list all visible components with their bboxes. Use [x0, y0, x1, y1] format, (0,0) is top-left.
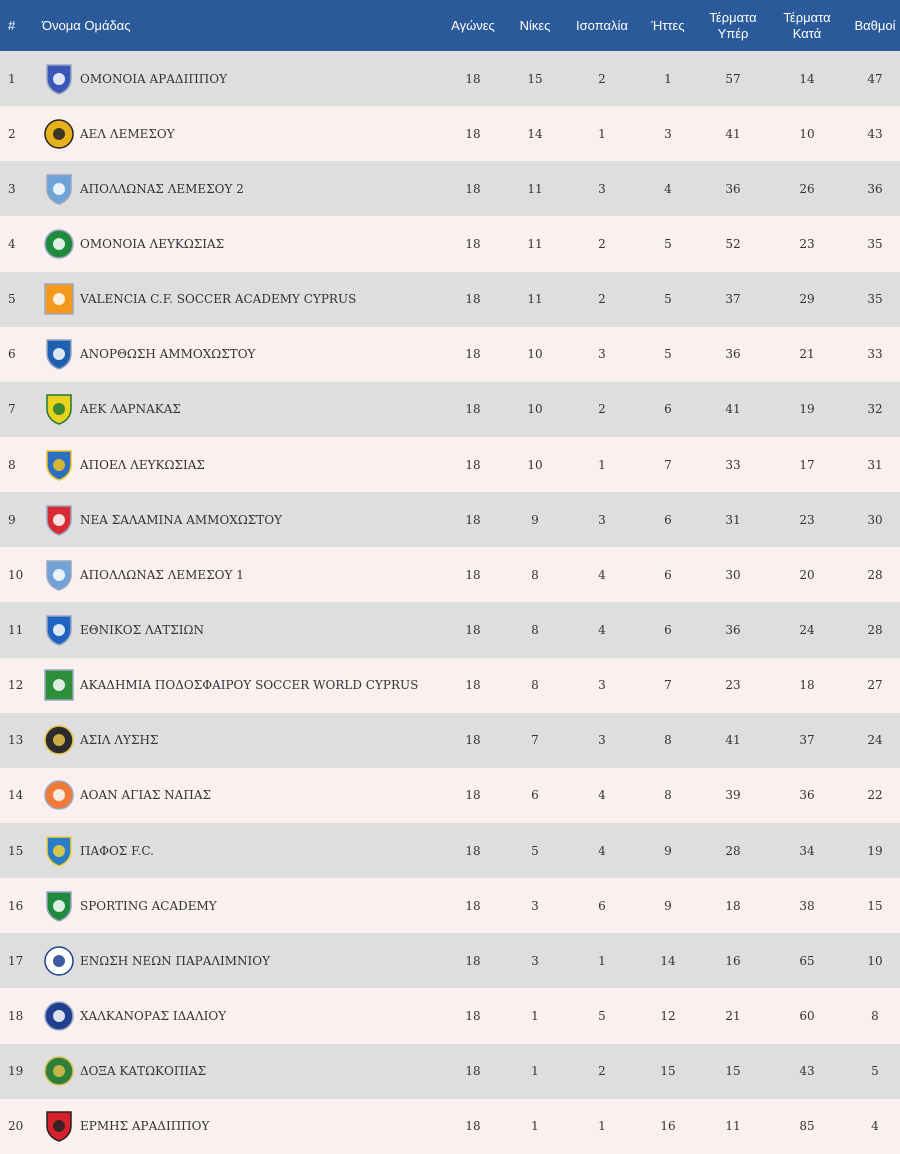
cell-wins: 1 [531, 1064, 539, 1079]
table-row[interactable] [0, 658, 900, 713]
cell-goals-against: 34 [799, 843, 815, 858]
cell-team-name[interactable]: SPORTING ACADEMY [80, 898, 217, 913]
table-row[interactable] [0, 823, 900, 878]
cell-draws: 1 [598, 1119, 606, 1134]
cell-team-name[interactable]: ΑΠΟΛΛΩΝΑΣ ΛΕΜΕΣΟΥ 2 [80, 181, 244, 196]
cell-wins: 8 [531, 622, 539, 637]
team-crest-icon [40, 823, 78, 878]
cell-losses: 4 [664, 181, 672, 196]
table-row[interactable] [0, 988, 900, 1043]
cell-goals-for: 31 [725, 512, 741, 527]
cell-team-name[interactable]: ΑΠΟΛΛΩΝΑΣ ΛΕΜΕΣΟΥ 1 [80, 567, 244, 582]
cell-wins: 8 [531, 567, 539, 582]
cell-played: 18 [465, 512, 481, 527]
table-row[interactable] [0, 1044, 900, 1099]
header-position: # [8, 17, 16, 33]
cell-position: 9 [8, 512, 16, 527]
cell-points: 4 [871, 1119, 879, 1134]
cell-position: 16 [8, 898, 24, 913]
table-row[interactable] [0, 437, 900, 492]
cell-team-name[interactable]: ΠΑΦΟΣ F.C. [80, 843, 154, 858]
cell-goals-for: 21 [725, 1008, 741, 1023]
cell-goals-for: 30 [725, 567, 741, 582]
table-row[interactable] [0, 713, 900, 768]
cell-position: 3 [8, 181, 16, 196]
cell-team-name[interactable]: ΑΟΑΝ ΑΓΙΑΣ ΝΑΠΑΣ [80, 788, 211, 803]
header-goals-against-line1: Τέρματα [783, 9, 831, 25]
cell-goals-against: 60 [799, 1008, 815, 1023]
cell-draws: 2 [598, 71, 606, 86]
cell-team-name[interactable]: ΑΣΙΛ ΛΥΣΗΣ [80, 733, 159, 748]
header-draws: Ισοπαλία [576, 17, 628, 33]
team-crest-icon [40, 272, 78, 327]
cell-losses: 5 [664, 236, 672, 251]
cell-team-name[interactable]: ΧΑΛΚΑΝΟΡΑΣ ΙΔΑΛΙΟΥ [80, 1008, 227, 1023]
cell-wins: 11 [527, 292, 543, 307]
cell-team-name[interactable]: ΕΝΩΣΗ ΝΕΩΝ ΠΑΡΑΛΙΜΝΙΟΥ [80, 953, 271, 968]
cell-draws: 4 [598, 567, 606, 582]
cell-team-name[interactable]: ΑΝΟΡΘΩΣΗ ΑΜΜΟΧΩΣΤΟΥ [80, 347, 256, 362]
cell-draws: 1 [598, 126, 606, 141]
cell-draws: 3 [598, 181, 606, 196]
cell-losses: 8 [664, 788, 672, 803]
cell-position: 13 [8, 733, 24, 748]
cell-wins: 7 [531, 733, 539, 748]
cell-wins: 14 [527, 126, 543, 141]
cell-draws: 5 [598, 1008, 606, 1023]
header-points: Βαθμοί [854, 17, 896, 33]
header-goals-against-line2: Κατά [792, 25, 822, 41]
cell-played: 18 [465, 567, 481, 582]
cell-losses: 6 [664, 622, 672, 637]
cell-team-name[interactable]: ΝΕΑ ΣΑΛΑΜΙΝΑ ΑΜΜΟΧΩΣΤΟΥ [80, 512, 283, 527]
cell-goals-against: 24 [799, 622, 815, 637]
cell-position: 15 [8, 843, 24, 858]
cell-played: 18 [465, 457, 481, 472]
cell-points: 33 [867, 347, 883, 362]
team-crest-icon [40, 713, 78, 768]
cell-goals-for: 41 [725, 126, 741, 141]
cell-position: 7 [8, 402, 16, 417]
cell-goals-against: 21 [799, 347, 815, 362]
cell-team-name[interactable]: ΕΡΜΗΣ ΑΡΑΔΙΠΠΟΥ [80, 1119, 210, 1134]
cell-goals-against: 43 [799, 1064, 815, 1079]
cell-points: 15 [867, 898, 883, 913]
cell-draws: 3 [598, 678, 606, 693]
cell-goals-for: 11 [725, 1119, 741, 1134]
cell-position: 20 [8, 1119, 24, 1134]
cell-points: 19 [867, 843, 883, 858]
table-row[interactable] [0, 768, 900, 823]
cell-losses: 9 [664, 843, 672, 858]
cell-points: 30 [867, 512, 883, 527]
cell-losses: 16 [660, 1119, 676, 1134]
cell-wins: 5 [531, 843, 539, 858]
cell-position: 17 [8, 953, 24, 968]
cell-position: 5 [8, 292, 16, 307]
cell-goals-for: 36 [725, 181, 741, 196]
cell-goals-for: 23 [725, 678, 741, 693]
table-row[interactable] [0, 327, 900, 382]
cell-position: 14 [8, 788, 24, 803]
table-row[interactable] [0, 51, 900, 106]
team-crest-icon [40, 51, 78, 106]
cell-played: 18 [465, 898, 481, 913]
cell-played: 18 [465, 1119, 481, 1134]
cell-goals-for: 36 [725, 622, 741, 637]
cell-draws: 2 [598, 292, 606, 307]
cell-losses: 9 [664, 898, 672, 913]
cell-team-name[interactable]: ΑΚΑΔΗΜΙΑ ΠΟΔΟΣΦΑΙΡΟΥ SOCCER WORLD CYPRUS [80, 678, 419, 693]
cell-draws: 1 [598, 953, 606, 968]
table-body [0, 51, 900, 1154]
team-crest-icon [40, 988, 78, 1043]
cell-played: 18 [465, 733, 481, 748]
cell-losses: 15 [660, 1064, 676, 1079]
cell-position: 18 [8, 1008, 24, 1023]
cell-goals-against: 17 [799, 457, 815, 472]
cell-played: 18 [465, 236, 481, 251]
cell-wins: 11 [527, 181, 543, 196]
cell-goals-against: 23 [799, 236, 815, 251]
cell-goals-for: 57 [725, 71, 741, 86]
cell-goals-against: 14 [799, 71, 815, 86]
header-losses: Ήττες [651, 17, 685, 33]
cell-played: 18 [465, 843, 481, 858]
cell-points: 10 [867, 953, 883, 968]
table-header [0, 0, 900, 51]
cell-goals-for: 36 [725, 347, 741, 362]
cell-team-name[interactable]: ΟΜΟΝΟΙΑ ΑΡΑΔΙΠΠΟΥ [80, 71, 228, 86]
cell-goals-against: 85 [799, 1119, 815, 1134]
cell-position: 12 [8, 678, 24, 693]
table-row[interactable] [0, 216, 900, 271]
cell-wins: 11 [527, 236, 543, 251]
cell-position: 19 [8, 1064, 24, 1079]
cell-points: 47 [867, 71, 883, 86]
cell-wins: 10 [527, 457, 543, 472]
team-crest-icon [40, 216, 78, 271]
cell-goals-against: 38 [799, 898, 815, 913]
cell-points: 35 [867, 236, 883, 251]
cell-goals-against: 29 [799, 292, 815, 307]
team-crest-icon [40, 1099, 78, 1154]
header-played: Αγώνες [451, 17, 495, 33]
cell-points: 32 [867, 402, 883, 417]
cell-wins: 9 [531, 512, 539, 527]
cell-points: 5 [871, 1064, 879, 1079]
cell-goals-against: 37 [799, 733, 815, 748]
cell-played: 18 [465, 678, 481, 693]
cell-draws: 6 [598, 898, 606, 913]
cell-team-name[interactable]: ΑΕΚ ΛΑΡΝΑΚΑΣ [80, 402, 181, 417]
table-row[interactable] [0, 492, 900, 547]
cell-goals-for: 39 [725, 788, 741, 803]
cell-goals-against: 20 [799, 567, 815, 582]
cell-draws: 2 [598, 1064, 606, 1079]
cell-wins: 1 [531, 1119, 539, 1134]
team-crest-icon [40, 1044, 78, 1099]
cell-played: 18 [465, 1064, 481, 1079]
cell-draws: 4 [598, 622, 606, 637]
header-goals-for [700, 0, 766, 51]
team-crest-icon [40, 933, 78, 988]
cell-points: 36 [867, 181, 883, 196]
cell-goals-for: 33 [725, 457, 741, 472]
table-row[interactable] [0, 602, 900, 657]
cell-goals-for: 16 [725, 953, 741, 968]
cell-played: 18 [465, 126, 481, 141]
cell-goals-against: 65 [799, 953, 815, 968]
cell-points: 22 [867, 788, 883, 803]
cell-position: 11 [8, 622, 24, 637]
team-crest-icon [40, 768, 78, 823]
cell-position: 4 [8, 236, 16, 251]
cell-team-name[interactable]: VALENCIA C.F. SOCCER ACADEMY CYPRUS [80, 292, 357, 307]
cell-draws: 3 [598, 733, 606, 748]
cell-wins: 3 [531, 898, 539, 913]
cell-position: 10 [8, 567, 24, 582]
cell-points: 27 [867, 678, 883, 693]
cell-draws: 3 [598, 347, 606, 362]
cell-goals-against: 26 [799, 181, 815, 196]
cell-losses: 6 [664, 402, 672, 417]
cell-wins: 8 [531, 678, 539, 693]
cell-played: 18 [465, 347, 481, 362]
table-row[interactable] [0, 106, 900, 161]
header-goals-for-line2: Υπέρ [717, 25, 749, 41]
cell-wins: 10 [527, 402, 543, 417]
cell-position: 1 [8, 71, 16, 86]
cell-played: 18 [465, 71, 481, 86]
cell-goals-for: 37 [725, 292, 741, 307]
cell-goals-against: 18 [799, 678, 815, 693]
cell-points: 28 [867, 567, 883, 582]
cell-goals-against: 19 [799, 402, 815, 417]
cell-draws: 2 [598, 402, 606, 417]
cell-position: 8 [8, 457, 16, 472]
table-row[interactable] [0, 161, 900, 216]
cell-goals-against: 10 [799, 126, 815, 141]
table-row[interactable] [0, 1099, 900, 1154]
cell-played: 18 [465, 181, 481, 196]
cell-goals-for: 18 [725, 898, 741, 913]
team-crest-icon [40, 602, 78, 657]
cell-draws: 2 [598, 236, 606, 251]
cell-goals-for: 28 [725, 843, 741, 858]
cell-losses: 3 [664, 126, 672, 141]
cell-goals-against: 23 [799, 512, 815, 527]
table-row[interactable] [0, 547, 900, 602]
team-crest-icon [40, 547, 78, 602]
cell-losses: 5 [664, 347, 672, 362]
cell-played: 18 [465, 953, 481, 968]
cell-wins: 15 [527, 71, 543, 86]
cell-losses: 5 [664, 292, 672, 307]
header-goals-against [774, 0, 840, 51]
team-crest-icon [40, 106, 78, 161]
cell-played: 18 [465, 402, 481, 417]
team-crest-icon [40, 658, 78, 713]
cell-team-name[interactable]: ΟΜΟΝΟΙΑ ΛΕΥΚΩΣΙΑΣ [80, 236, 225, 251]
cell-draws: 4 [598, 843, 606, 858]
table-row[interactable] [0, 878, 900, 933]
cell-points: 28 [867, 622, 883, 637]
cell-wins: 6 [531, 788, 539, 803]
cell-points: 31 [867, 457, 883, 472]
cell-draws: 1 [598, 457, 606, 472]
cell-goals-for: 41 [725, 402, 741, 417]
cell-position: 2 [8, 126, 16, 141]
team-crest-icon [40, 382, 78, 437]
cell-losses: 8 [664, 733, 672, 748]
cell-losses: 12 [660, 1008, 676, 1023]
cell-played: 18 [465, 788, 481, 803]
cell-played: 18 [465, 1008, 481, 1023]
team-crest-icon [40, 878, 78, 933]
team-crest-icon [40, 161, 78, 216]
table-row[interactable] [0, 933, 900, 988]
team-crest-icon [40, 492, 78, 547]
cell-draws: 4 [598, 788, 606, 803]
table-row[interactable] [0, 272, 900, 327]
cell-goals-for: 41 [725, 733, 741, 748]
cell-goals-for: 15 [725, 1064, 741, 1079]
cell-losses: 6 [664, 512, 672, 527]
cell-team-name[interactable]: ΕΘΝΙΚΟΣ ΛΑΤΣΙΩΝ [80, 622, 204, 637]
cell-wins: 1 [531, 1008, 539, 1023]
cell-team-name[interactable]: ΑΕΛ ΛΕΜΕΣΟΥ [80, 126, 175, 141]
cell-losses: 1 [664, 71, 672, 86]
cell-points: 8 [871, 1008, 879, 1023]
team-crest-icon [40, 327, 78, 382]
cell-played: 18 [465, 622, 481, 637]
cell-losses: 14 [660, 953, 676, 968]
header-team: Όνομα Ομάδας [42, 17, 131, 33]
team-crest-icon [40, 437, 78, 492]
cell-team-name[interactable]: ΔΟΞΑ ΚΑΤΩΚΟΠΙΑΣ [80, 1064, 207, 1079]
cell-losses: 7 [664, 678, 672, 693]
cell-wins: 3 [531, 953, 539, 968]
cell-position: 6 [8, 347, 16, 362]
cell-points: 43 [867, 126, 883, 141]
header-goals-for-line1: Τέρματα [709, 9, 757, 25]
cell-losses: 7 [664, 457, 672, 472]
cell-goals-against: 36 [799, 788, 815, 803]
cell-losses: 6 [664, 567, 672, 582]
cell-draws: 3 [598, 512, 606, 527]
cell-goals-for: 52 [725, 236, 741, 251]
cell-wins: 10 [527, 347, 543, 362]
cell-played: 18 [465, 292, 481, 307]
header-wins: Νίκες [519, 17, 551, 33]
table-row[interactable] [0, 382, 900, 437]
cell-team-name[interactable]: ΑΠΟΕΛ ΛΕΥΚΩΣΙΑΣ [80, 457, 205, 472]
cell-points: 35 [867, 292, 883, 307]
cell-points: 24 [867, 733, 883, 748]
